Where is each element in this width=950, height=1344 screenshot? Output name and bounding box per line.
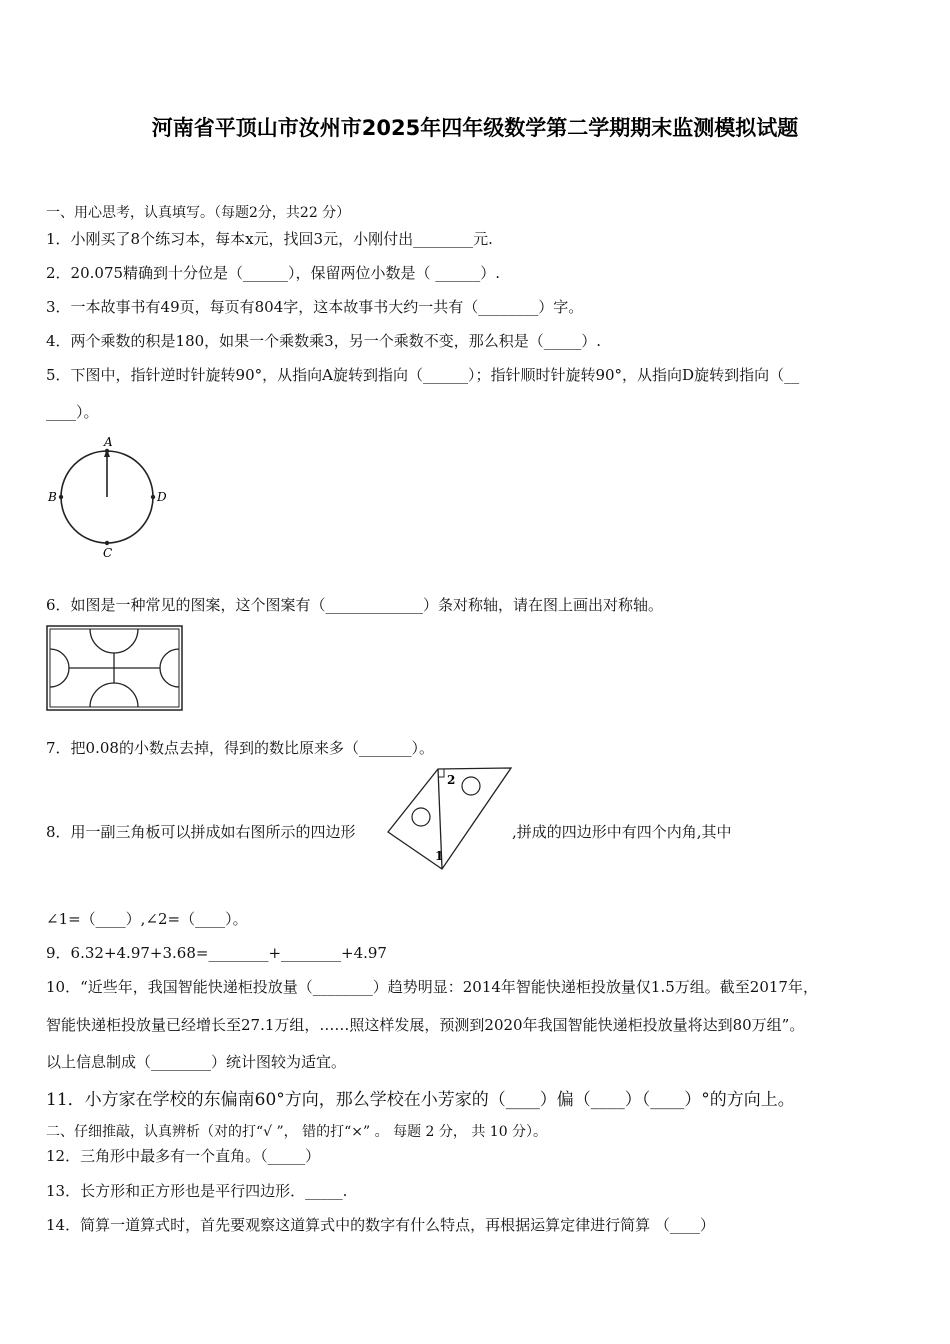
question-2: 2．20.075精确到十分位是（______），保留两位小数是（ ______）. bbox=[46, 264, 501, 282]
section-1-heading: 一、用心思考，认真填写。（每题2分，共22 分） bbox=[46, 205, 351, 221]
question-10-line-1: 10．“近些年，我国智能快递柜投放量（________）趋势明显：2014年智能快递柜投放量仅1.5万组。截至2017年， bbox=[46, 978, 818, 996]
question-1: 1．小刚买了8个练习本，每本x元，找回3元，小刚付出________元. bbox=[46, 230, 493, 248]
point-d-dot bbox=[151, 495, 155, 499]
question-8-right: ,拼成的四边形中有四个内角,其中 bbox=[512, 823, 732, 841]
point-c-dot bbox=[105, 541, 109, 545]
label-c: C bbox=[103, 546, 113, 560]
question-11: 11．小方家在学校的东偏南60°方向，那么学校在小芳家的（____）偏（____）（____）°的方向上。 bbox=[46, 1090, 795, 1110]
pattern-top-arc bbox=[90, 629, 138, 653]
symmetry-pattern-figure bbox=[46, 625, 183, 711]
point-b-dot bbox=[59, 495, 63, 499]
angle-1-label: 1 bbox=[435, 849, 444, 863]
pattern-left-arc bbox=[50, 649, 69, 687]
question-14: 14．简算一道算式时，首先要观察这道算式中的数字有什么特点，再根据运算定律进行简算 （____） bbox=[46, 1216, 715, 1234]
pattern-bottom-arc bbox=[90, 683, 138, 707]
triangle-hole-left bbox=[412, 808, 430, 826]
question-8-line-2: ∠1=（____）,∠2=（____）。 bbox=[46, 910, 248, 928]
label-d: D bbox=[157, 490, 167, 504]
triangle-hole-right bbox=[462, 777, 480, 795]
question-9: 9．6.32+4.97+3.68=________+________+4.97 bbox=[46, 944, 387, 962]
question-10-line-2: 智能快递柜投放量已经增长至27.1万组，……照这样发展，预测到2020年我国智能快递柜投放量将达到80万组”。 bbox=[46, 1016, 805, 1034]
compass-figure bbox=[46, 436, 176, 566]
question-6: 6．如图是一种常见的图案，这个图案有（_____________）条对称轴，请在图上画出对称轴。 bbox=[46, 596, 664, 614]
set-square-quadrilateral-figure bbox=[386, 764, 514, 874]
question-4: 4．两个乘数的积是180，如果一个乘数乘3，另一个乘数不变，那么积是（_____）. bbox=[46, 332, 601, 350]
question-8-left: 8．用一副三角板可以拼成如右图所示的四边形 bbox=[46, 823, 356, 841]
question-12: 12．三角形中最多有一个直角。（_____） bbox=[46, 1147, 321, 1165]
question-3: 3．一本故事书有49页，每页有804字，这本故事书大约一共有（________）字。 bbox=[46, 298, 584, 316]
point-a-dot bbox=[105, 449, 109, 453]
question-7: 7．把0.08的小数点去掉，得到的数比原来多（_______）。 bbox=[46, 739, 434, 757]
pattern-right-arc bbox=[160, 649, 179, 687]
question-13: 13．长方形和正方形也是平行四边形．_____. bbox=[46, 1182, 348, 1200]
page-title: 河南省平顶山市汝州市2025年四年级数学第二学期期末监测模拟试题 bbox=[151, 116, 799, 140]
angle-2-label: 2 bbox=[447, 773, 456, 787]
label-a: A bbox=[104, 435, 113, 449]
question-5-line-1: 5．下图中，指针逆时针旋转90°，从指向A旋转到指向（______）；指针顺时针旋转90°，从指向D旋转到指向（__ bbox=[46, 366, 800, 384]
question-10-line-3: 以上信息制成（________）统计图较为适宜。 bbox=[46, 1053, 347, 1071]
section-2-heading: 二、仔细推敲，认真辨析（对的打“√ ”， 错的打“×” 。 每题 2 分， 共 10 分）。 bbox=[46, 1124, 548, 1140]
label-b: B bbox=[48, 490, 57, 504]
question-5-line-2: ____）。 bbox=[46, 403, 99, 421]
